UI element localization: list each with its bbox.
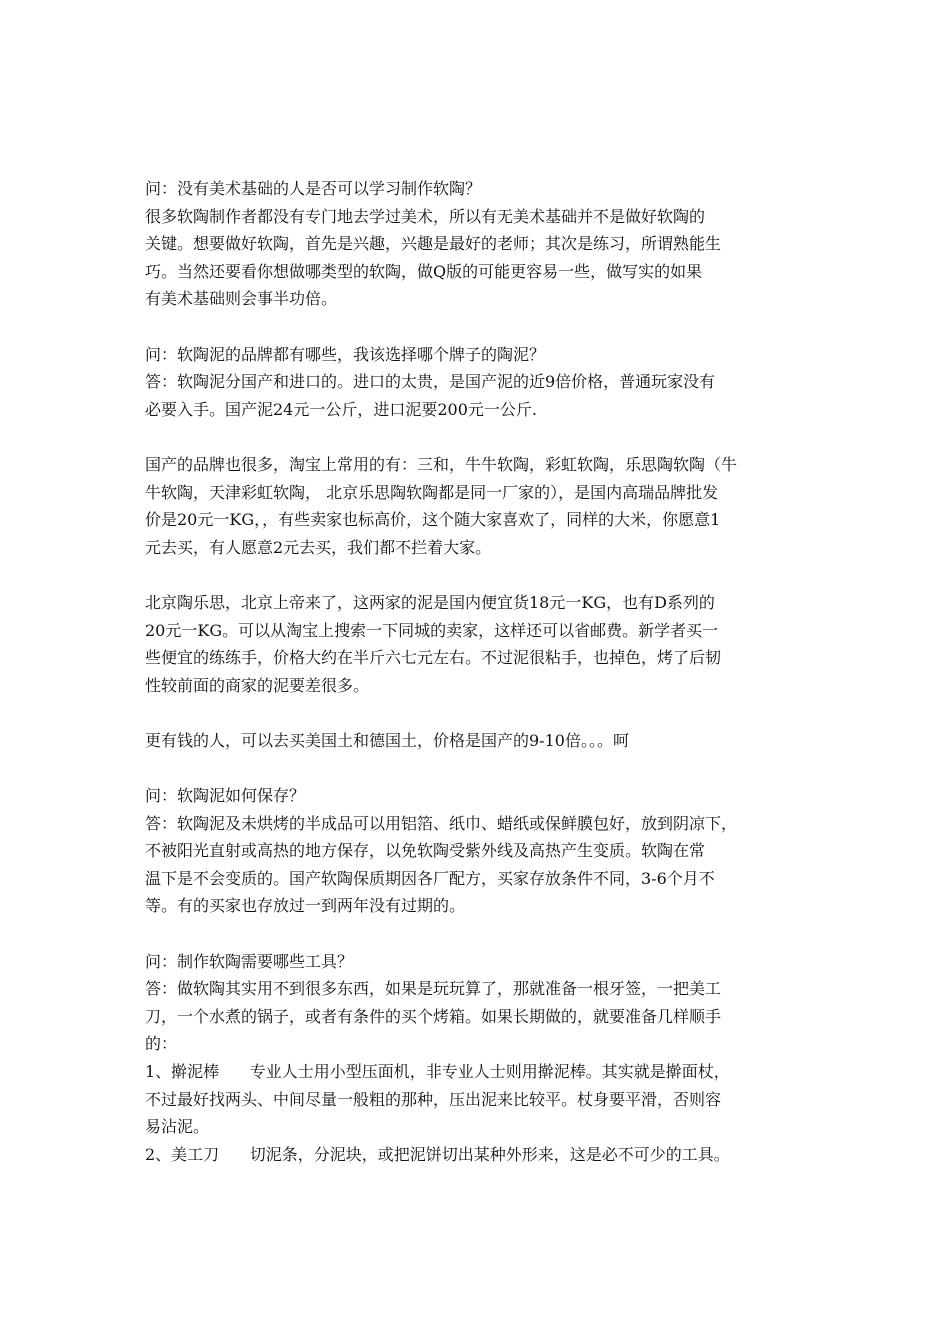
section-clay-brands — [145, 341, 825, 424]
tool-item-line: 2、美工刀 切泥条，分泥块，或把泥饼切出某种外形来，这是必不可少的工具。 — [145, 1144, 730, 1164]
answer-line: 很多软陶制作者都没有专门地去学过美术，所以有无美术基础并不是做好软陶的 — [145, 206, 706, 226]
paragraph-gap — [145, 423, 825, 451]
answer-line: 答：软陶泥分国产和进口的。进口的太贵，是国产泥的近9倍价格，普通玩家没有 — [145, 372, 716, 392]
tool-item-line: 1、擀泥棒 专业人士用小型压面机，非专业人士则用擀泥棒。其实就是擀面杖， — [145, 1062, 730, 1081]
paragraph-line: 牛软陶，天津彩虹软陶， 北京乐思陶软陶都是同一厂家的），是国内高瑞品牌批发 — [145, 482, 719, 502]
question-line: 问：制作软陶需要哪些工具？ — [145, 951, 354, 971]
section-storage — [145, 782, 825, 920]
paragraph-gap — [145, 313, 825, 341]
paragraph-line: 元去买，有人愿意2元去买，我们都不拦着大家。 — [145, 537, 492, 557]
answer-line: 答：做软陶其实用不到很多东西，如果是玩玩算了，那就准备一根牙签，一把美工 — [145, 979, 722, 999]
answer-line: 不被阳光直射或高热的地方保存，以免软陶受紫外线及高热产生变质。软陶在常 — [145, 841, 706, 861]
answer-line: 温下是不会变质的。国产软陶保质期因各厂配方，买家存放条件不同，3-6个月不 — [145, 868, 715, 888]
document-body — [145, 175, 825, 1168]
answer-line: 等。有的买家也存放过一到两年没有过期的。 — [145, 896, 466, 916]
answer-line: 关键。想要做好软陶，首先是兴趣，兴趣是最好的老师；其次是练习，所谓熟能生 — [145, 234, 722, 254]
answer-line: 刀，一个水煮的锅子，或者有条件的买个烤箱。如果长期做的，就要准备几样顺手 — [145, 1006, 722, 1026]
section-art-foundation — [145, 175, 825, 313]
section-domestic-brands — [145, 451, 825, 561]
tool-item-line: 易沾泥。 — [145, 1117, 210, 1137]
paragraph-line: 更有钱的人，可以去买美国土和德国土，价格是国产的9-10倍。。。呵 — [145, 730, 629, 750]
paragraph-line: 性较前面的商家的泥要差很多。 — [145, 675, 370, 695]
paragraph-line: 北京陶乐思，北京上帝来了，这两家的泥是国内便宜货18元一KG，也有D系列的 — [145, 592, 715, 612]
paragraph-gap — [145, 699, 825, 727]
answer-line: 巧。当然还要看你想做哪类型的软陶，做Q版的可能更容易一些，做写实的如果 — [145, 261, 703, 281]
answer-line: 必要入手。国产泥24元一公斤，进口泥要200元一公斤. — [145, 399, 537, 419]
section-imported-clay — [145, 727, 825, 755]
question-line: 问：软陶泥如何保存？ — [145, 786, 306, 806]
section-beijing-sellers — [145, 589, 825, 699]
section-tools — [145, 948, 825, 1169]
paragraph-gap — [145, 920, 825, 948]
question-line: 问：没有美术基础的人是否可以学习制作软陶？ — [145, 179, 482, 198]
paragraph-gap — [145, 561, 825, 589]
paragraph-line: 价是20元一KG，，有些卖家也标高价，这个随大家喜欢了，同样的大米，你愿意1 — [145, 510, 721, 530]
answer-line: 的： — [145, 1034, 178, 1054]
question-line: 问：软陶泥的品牌都有哪些，我该选择哪个牌子的陶泥？ — [145, 344, 546, 364]
paragraph-line: 国产的品牌也很多，淘宝上常用的有：三和，牛牛软陶，彩虹软陶，乐思陶软陶（牛 — [145, 454, 738, 474]
paragraph-line: 20元一KG。可以从淘宝上搜索一下同城的卖家，这样还可以省邮费。新学者买一 — [145, 620, 719, 640]
paragraph-gap — [145, 754, 825, 782]
tool-item-line: 不过最好找两头、中间尽量一般粗的那种，压出泥来比较平。杖身要平滑，否则容 — [145, 1089, 722, 1109]
paragraph-line: 些便宜的练练手，价格大约在半斤六七元左右。不过泥很粘手，也掉色，烤了后韧 — [145, 648, 722, 668]
answer-line: 有美术基础则会事半功倍。 — [145, 289, 338, 309]
answer-line: 答：软陶泥及未烘烤的半成品可以用铝箔、纸巾、蜡纸或保鲜膜包好，放到阴凉下， — [145, 813, 738, 833]
